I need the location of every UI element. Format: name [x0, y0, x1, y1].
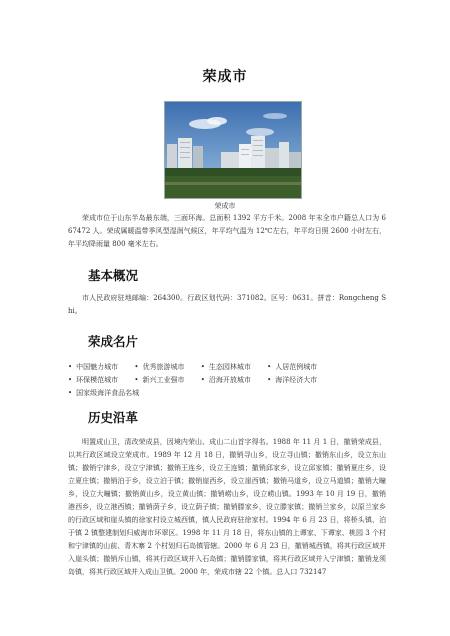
history-paragraph: 明置成山卫，清改荣成县，因境内荣山、成山二山首字得名。1988 年 11 月 1 日，撤销荣成县，以其行政区域设立荣成市。1989 年 12 月 18 日，撤销寻山乡，设立寻山镇；撤销东山乡，设立东山镇；撤销宁津乡，设立宁津镇；撤销王连乡，设立王连镇；撤销邱家乡，设立邱家镇；撤销夏庄乡，设立夏庄镇；撤销泊于乡，设立泊于镇；撤销崖西乡，设立崖西镇；撤销马道乡，设立马道镇；撤销大疃乡，设立大疃镇；撤销黄山乡，设立黄山镇；撤销崂山乡，设立崂山镇。1993 年 10 月 19 日，撤销港西乡，设立港西镇；撤销荫子乡，设立荫子镇；撤销滕家乡，设立滕家镇；撤销兰家乡，以原兰家乡的行政区域和崖头镇的徐家村设立城西镇，镇人民政府驻徐家村。1994 年 6 月 23 日，将桥头镇、泊于镇 2 镇整建制划归威海市环翠区。1998 年 11 月 18 日，将东山镇的上谭家、下谭家、桃园 3 个村和宁津镇的山前、青木寨 2 个村划归石岛镇管辖。2000 年 6 月 23 日，撤销城西镇，将其行政区域并入崖头镇；撤销斥山镇，将其行政区域并入石岛镇；撤销滕家镇，将其行政区域并入宁津镇；撤销龙须岛镇，将其行政区域并入成山卫镇。2000 年，荣成市辖 22 个镇。总人口 732147 [68, 438, 386, 576]
intro-paragraph: 荣成市位于山东半岛最东端，三面环海。总面积 1392 平方千米。2008 年末全市户籍总人口为 667472 人。荣成属暖温带季风型湿润气候区，年平均气温为 12℃左右，年平均日照 2600 小时左右，年平均降雨量 800 毫米左右。 [68, 214, 386, 248]
image-caption: 荣成市 [214, 202, 236, 210]
famous-item: • 沿海开放城市 [200, 376, 251, 384]
section-heading-overview: 基本概况 [88, 268, 139, 283]
famous-item: • 中国魅力城市 [68, 363, 119, 371]
famous-item: • 海洋经济大市 [267, 376, 318, 384]
city-skyline-image [165, 102, 301, 198]
famous-item: • 环保模范城市 [68, 376, 119, 384]
overview-paragraph: 市人民政府驻地邮编：264300。行政区划代码：371082。区号：0631。拼音：Rongcheng Shi。 [68, 294, 386, 315]
city-photo [164, 101, 302, 199]
famous-item: • 优秀旅游城市 [134, 363, 185, 371]
famous-item: • 新兴工业强市 [134, 376, 185, 384]
section-heading-famous: 荣成名片 [88, 334, 139, 349]
famous-list [68, 361, 388, 400]
section-heading-history: 历史沿革 [88, 410, 139, 425]
famous-item: • 生态园林城市 [200, 363, 251, 371]
famous-item: • 国家级海洋食品名城 [68, 389, 140, 397]
famous-item: • 人居范例城市 [267, 363, 318, 371]
page-title: 荣成市 [202, 69, 248, 85]
